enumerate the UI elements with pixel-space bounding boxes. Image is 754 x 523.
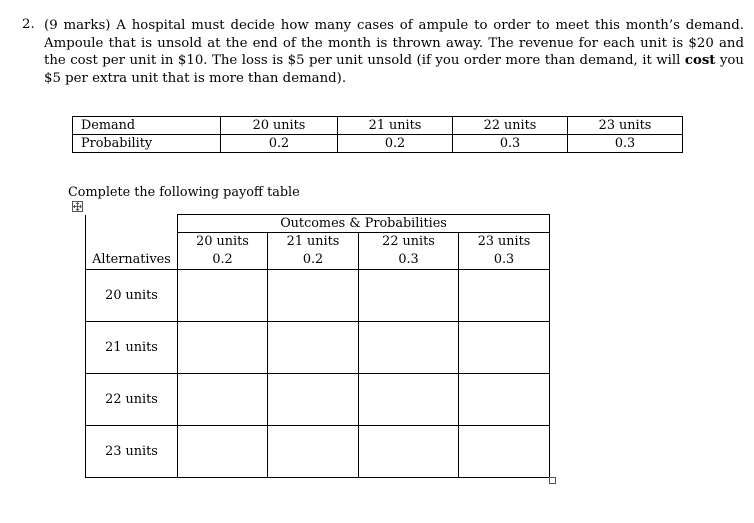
demand-row [73,117,683,135]
question-text-part: (9 marks) A hospital must decide how many cases of ampule to order to meet this month’s demand. Ampoule that is unsold at the end of the month is thrown away. The revenue for each unit is $20 and the cost per unit in $10. The loss is $5 per unit unsold (if you order more than demand, it will [44,18,744,68]
row-label: 23 units [86,426,178,478]
payoff-cell[interactable] [359,426,459,478]
table-row [86,426,550,478]
question-text [44,17,744,87]
payoff-cell[interactable] [459,322,550,374]
table-cell: Probability [73,135,221,153]
outcome-prob: 0.2 [268,251,359,270]
probability-row [73,135,683,153]
table-row [86,322,550,374]
outcome-prob: 0.3 [359,251,459,270]
payoff-cell[interactable] [178,270,268,322]
payoff-cell[interactable] [178,322,268,374]
alternatives-header: Alternatives [86,215,178,270]
table-cell: 0.2 [338,135,453,153]
outcome-unit: 22 units [359,233,459,252]
payoff-cell[interactable] [359,270,459,322]
row-label: 20 units [86,270,178,322]
payoff-cell[interactable] [459,270,550,322]
text-cursor [549,268,550,285]
question-text-bold: cost [684,53,716,68]
payoff-table [85,214,550,478]
outcome-unit: 23 units [459,233,550,252]
question-text-part: you $5 per extra unit that is more than demand). [44,53,744,86]
payoff-cell[interactable] [178,426,268,478]
outcome-unit: 21 units [268,233,359,252]
payoff-cell[interactable] [268,374,359,426]
demand-table [72,116,683,153]
instruction-text: Complete the following payoff table [68,185,300,200]
table-cell: 20 units [221,117,338,135]
table-move-handle-icon[interactable] [72,201,83,212]
outcomes-header-row [86,215,550,233]
table-cell: 0.2 [221,135,338,153]
table-cell: Demand [73,117,221,135]
table-row [86,374,550,426]
payoff-cell[interactable] [268,322,359,374]
payoff-cell[interactable] [178,374,268,426]
row-label: 21 units [86,322,178,374]
payoff-cell[interactable] [268,270,359,322]
outcome-prob: 0.2 [178,251,268,270]
outcome-unit: 20 units [196,234,249,249]
table-cell: 22 units [453,117,568,135]
table-resize-handle[interactable] [549,477,556,484]
question-number: 2. [22,17,35,32]
table-cell: 0.3 [568,135,683,153]
payoff-cell[interactable] [359,374,459,426]
payoff-cell[interactable] [459,426,550,478]
outcomes-header: Outcomes & Probabilities [178,215,550,233]
table-cell: 21 units [338,117,453,135]
table-cell: 0.3 [453,135,568,153]
outcome-prob: 0.3 [459,251,550,270]
payoff-cell[interactable] [359,322,459,374]
table-cell: 23 units [568,117,683,135]
row-label: 22 units [86,374,178,426]
payoff-cell[interactable] [459,374,550,426]
table-row [86,270,550,322]
payoff-cell[interactable] [268,426,359,478]
